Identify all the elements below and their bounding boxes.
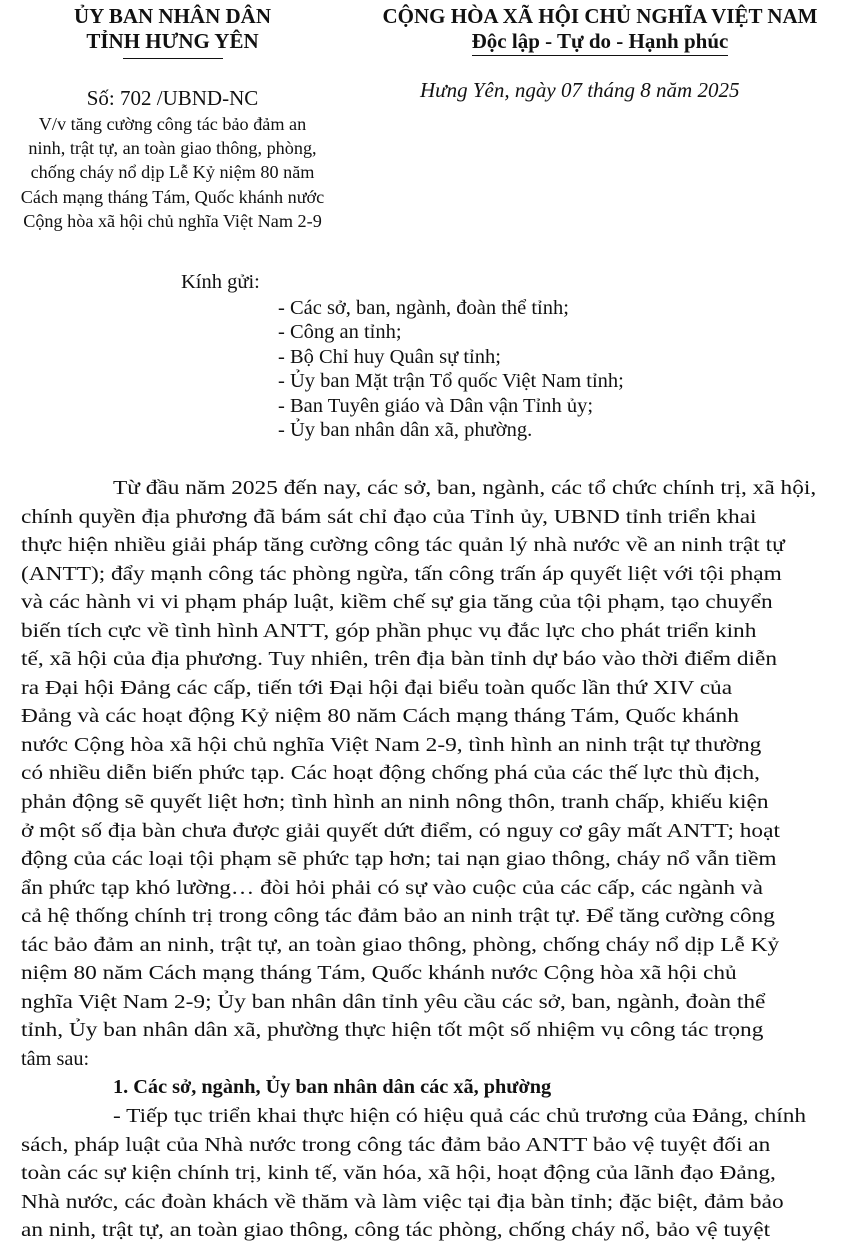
body-paragraph-line: ở một số địa bàn chưa được giải quyết dứt điểm, có nguy cơ gây mất ANTT; hoạt — [21, 819, 780, 842]
section-paragraph-line: sách, pháp luật của Nhà nước trong công tác đảm bảo ANTT bảo vệ tuyệt đối an — [21, 1133, 771, 1156]
agency-name-line2: TỈNH HƯNG YÊN — [86, 29, 259, 53]
body-paragraph-line: tỉnh, Ủy ban nhân dân xã, phường thực hiện tốt một số nhiệm vụ công tác trọng — [21, 1019, 764, 1042]
document-number: Số: 702 /UBND-NC — [86, 86, 259, 110]
recipient-item: - Các sở, ban, ngành, đoàn thể tỉnh; — [278, 297, 569, 319]
recipient-item: - Công an tỉnh; — [278, 321, 402, 344]
body-paragraph-line: ra Đại hội Đảng các cấp, tiến tới Đại hội đại biểu toàn quốc lần thứ XIV của — [21, 676, 733, 699]
greeting-label: Kính gửi: — [181, 271, 260, 293]
body-paragraph-line: chính quyền địa phương đã bám sát chỉ đạo của Tỉnh ủy, UBND tỉnh triển khai — [21, 505, 757, 528]
body-paragraph-line: biến tích cực về tình hình ANTT, góp phần phục vụ đắc lực cho phát triển kinh — [21, 619, 757, 642]
body-paragraph-line: tế, xã hội của địa phương. Tuy nhiên, trên địa bàn tỉnh dự báo vào thời điểm diễn — [21, 648, 778, 671]
body-paragraph-line: nước Cộng hòa xã hội chủ nghĩa Việt Nam 2-9, tình hình an ninh trật tự thường — [21, 733, 762, 756]
body-paragraph-line: nghĩa Việt Nam 2-9; Ủy ban nhân dân tỉnh yêu cầu các sở, ban, ngành, đoàn thể — [21, 990, 766, 1013]
recipient-item: - Ban Tuyên giáo và Dân vận Tỉnh ủy; — [278, 394, 594, 417]
national-header-block — [345, 4, 855, 56]
agency-divider — [123, 58, 223, 59]
subject-line: chống cháy nổ dịp Lễ Kỷ niệm 80 năm — [30, 162, 315, 183]
recipient-item: - Ủy ban nhân dân xã, phường. — [278, 419, 533, 442]
section-paragraph-line: Nhà nước, các đoàn khách về thăm và làm việc tại địa bàn tỉnh; đặc biệt, đảm bảo — [21, 1190, 784, 1213]
place-and-date: Hưng Yên, ngày 07 tháng 8 năm 2025 — [420, 78, 740, 102]
document-body — [21, 474, 817, 1245]
body-paragraph-line: Đảng và các hoạt động Kỷ niệm 80 năm Cách mạng tháng Tám, Quốc khánh — [21, 705, 739, 728]
section-paragraph-line: toàn các sự kiện chính trị, kinh tế, văn hóa, xã hội, hoạt động của lãnh đạo Đảng, — [21, 1162, 776, 1185]
subject-line: ninh, trật tự, an toàn giao thông, phòng, — [28, 138, 317, 159]
recipient-item: - Ủy ban Mặt trận Tổ quốc Việt Nam tỉnh; — [278, 370, 624, 393]
subject-line: Cộng hòa xã hội chủ nghĩa Việt Nam 2-9 — [23, 210, 322, 231]
recipient-item: - Bộ Chỉ huy Quân sự tỉnh; — [278, 345, 501, 368]
section-paragraph-line: - Tiếp tục triển khai thực hiện có hiệu quả các chủ trương của Đảng, chính — [113, 1105, 807, 1128]
body-paragraph-line: có nhiều diễn biến phức tạp. Các hoạt động chống phá của các thế lực thù địch, — [21, 762, 761, 785]
body-paragraph-line: ẩn phức tạp khó lường… đòi hỏi phải có sự vào cuộc của các cấp, các ngành và — [21, 876, 763, 899]
body-paragraph-line: thực hiện nhiều giải pháp tăng cường công tác quản lý nhà nước về an ninh trật tự — [21, 534, 785, 557]
section-paragraph-line: an ninh, trật tự, an toàn giao thông, công tác phòng, chống cháy nổ, bảo vệ tuyệt — [21, 1219, 771, 1242]
document-subject — [0, 112, 345, 233]
subject-line: V/v tăng cường công tác bảo đảm an — [38, 114, 307, 134]
recipient-list — [278, 296, 624, 442]
body-paragraph-line: Từ đầu năm 2025 đến nay, các sở, ban, ngành, các tổ chức chính trị, xã hội, — [113, 477, 817, 499]
body-paragraph-line: cả hệ thống chính trị trong công tác đảm bảo an ninh trật tự. Để tăng cường công — [21, 905, 775, 928]
national-motto: Độc lập - Tự do - Hạnh phúc — [472, 29, 729, 56]
national-title: CỘNG HÒA XÃ HỘI CHỦ NGHĨA VIỆT NAM — [382, 4, 818, 28]
body-paragraph-line: phản động sẽ quyết liệt hơn; tình hình an ninh nông thôn, tranh chấp, khiếu kiện — [21, 791, 769, 814]
issuing-agency-block — [0, 4, 345, 233]
body-paragraph-line: tác bảo đảm an ninh, trật tự, an toàn giao thông, phòng, chống cháy nổ dịp Lễ Kỷ — [21, 933, 780, 956]
body-paragraph-line: tâm sau: — [21, 1047, 90, 1070]
subject-line: Cách mạng tháng Tám, Quốc khánh nước — [20, 186, 325, 207]
body-paragraph-line: niệm 80 năm Cách mạng tháng Tám, Quốc khánh nước Cộng hòa xã hội chủ — [21, 962, 737, 985]
agency-name-line1: ỦY BAN NHÂN DÂN — [74, 4, 271, 28]
body-paragraph-line: (ANTT); đẩy mạnh công tác phòng ngừa, tấn công trấn áp quyết liệt với tội phạm — [21, 562, 782, 585]
body-paragraph-line: động của các loại tội phạm sẽ phức tạp hơn; tai nạn giao thông, cháy nổ vẫn tiềm — [21, 848, 777, 871]
section-heading: 1. Các sở, ngành, Ủy ban nhân dân các xã, phường — [113, 1076, 552, 1099]
body-paragraph-line: và các hành vi vi phạm pháp luật, kiềm chế sự gia tăng của tội phạm, tạo chuyển — [21, 591, 773, 614]
